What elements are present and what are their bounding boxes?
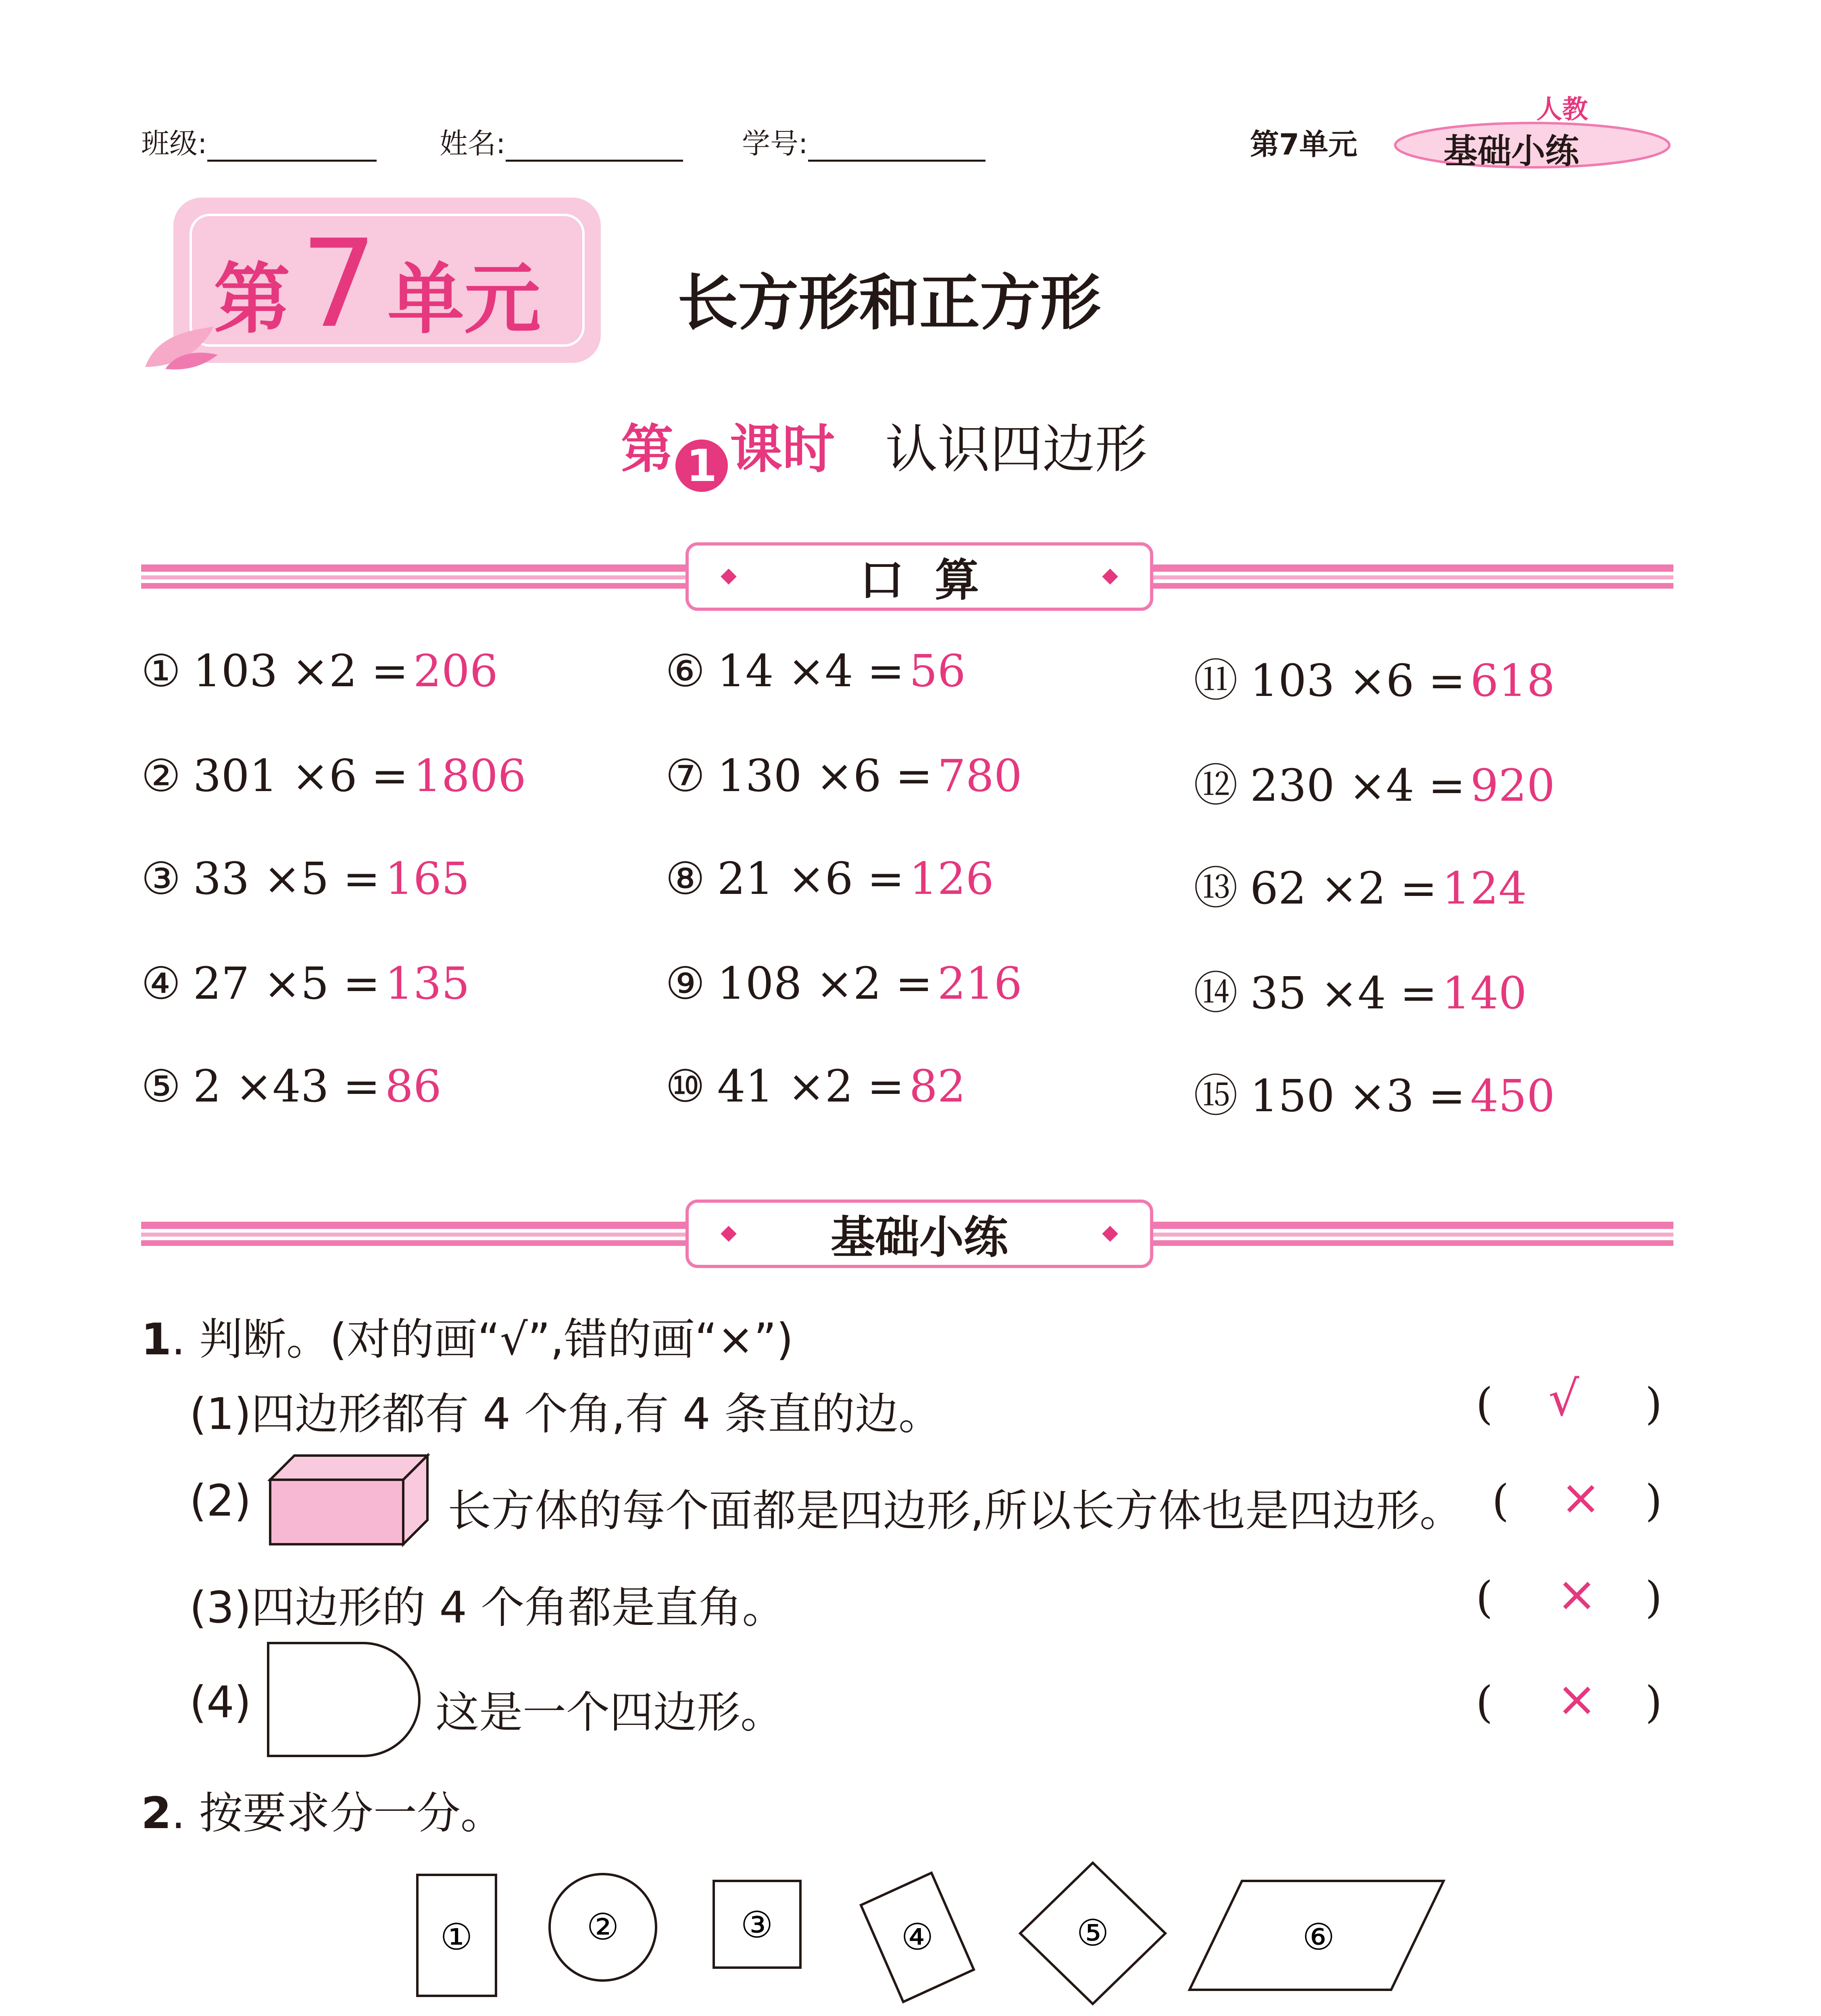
q2-number: 2 xyxy=(141,1788,172,1839)
leaf-icon xyxy=(141,319,222,375)
student-id-label: 学号: xyxy=(742,127,808,160)
diamond-icon xyxy=(721,1226,737,1242)
oral-item xyxy=(665,1060,966,1112)
oral-item-expression: 2 ×43 = xyxy=(193,1060,380,1112)
oral-item xyxy=(141,853,470,904)
name-field[interactable] xyxy=(440,121,683,162)
unit-reference: 第7单元 xyxy=(1250,127,1358,161)
unit-heading xyxy=(214,214,541,354)
answer-paren-close: ) xyxy=(1645,1379,1663,1429)
oral-item-answer[interactable]: 450 xyxy=(1470,1070,1555,1122)
oral-item-answer[interactable]: 140 xyxy=(1442,967,1527,1019)
oral-item-expression: 33 ×5 = xyxy=(193,853,380,904)
oral-item-expression: 62 ×2 = xyxy=(1250,862,1438,914)
half-round-shape xyxy=(266,1641,427,1758)
oral-item-number: ⑭ xyxy=(1194,967,1238,1019)
section-tag-oral xyxy=(685,542,1153,611)
answer-paren-open: ( xyxy=(1476,1677,1493,1728)
oral-item-expression: 103 ×2 = xyxy=(193,645,408,697)
q1-answer-2[interactable]: × xyxy=(1561,1470,1601,1526)
oral-item xyxy=(665,958,1022,1009)
section-tag-basic xyxy=(685,1200,1153,1268)
oral-item-expression: 108 ×2 = xyxy=(717,958,933,1009)
q1-item-2-label: (2) xyxy=(190,1476,251,1526)
shape-label-2: ② xyxy=(586,1906,619,1948)
oral-item-answer[interactable]: 618 xyxy=(1470,655,1555,706)
diamond-icon xyxy=(721,569,737,585)
shapes-figure xyxy=(0,1855,1821,2016)
oral-item-number: ② xyxy=(141,750,181,802)
answer-paren-open: ( xyxy=(1476,1379,1493,1429)
section-title-oral: 口 算 xyxy=(859,554,979,606)
oral-item-answer[interactable]: 126 xyxy=(909,853,994,904)
shape-label-3: ③ xyxy=(740,1904,773,1946)
q1-item-4-text: 这是一个四边形。 xyxy=(435,1687,784,1738)
badge-publisher: 人教 xyxy=(1536,95,1588,125)
unit-suffix: 单元 xyxy=(388,255,541,344)
oral-item xyxy=(1194,853,1527,916)
cuboid-icon xyxy=(266,1452,435,1548)
oral-item-answer[interactable]: 135 xyxy=(385,958,470,1009)
q1-stem-text: . 判断。(对的画“√”,错的画“×”) xyxy=(171,1314,794,1365)
unit-number: 7 xyxy=(300,214,377,354)
answer-paren-close: ) xyxy=(1645,1572,1663,1623)
q1-answer-1[interactable]: √ xyxy=(1548,1371,1579,1427)
answer-paren-close: ) xyxy=(1645,1677,1663,1728)
oral-item-answer[interactable]: 780 xyxy=(937,750,1022,802)
shape-label-1: ① xyxy=(440,1916,473,1958)
lesson-title: 认识四边形 xyxy=(885,419,1148,480)
oral-item xyxy=(1194,750,1555,814)
q2-stem xyxy=(141,1778,504,1841)
diamond-icon xyxy=(1102,569,1118,585)
unit-banner xyxy=(173,198,601,363)
oral-item-answer[interactable]: 1806 xyxy=(413,750,526,802)
oral-item-number: ④ xyxy=(141,958,181,1009)
oral-item-expression: 150 ×3 = xyxy=(1250,1070,1466,1122)
unit-prefix: 第 xyxy=(214,255,291,344)
oral-item xyxy=(1194,1060,1555,1124)
answer-paren-open: ( xyxy=(1476,1572,1493,1623)
oral-item-number: ⑮ xyxy=(1194,1070,1238,1122)
oral-item xyxy=(141,1060,442,1112)
oral-item-answer[interactable]: 216 xyxy=(937,958,1022,1009)
q1-stem xyxy=(141,1304,794,1367)
oral-item-number: ⑨ xyxy=(665,958,705,1009)
student-id-field[interactable] xyxy=(742,121,986,162)
answer-paren-close: ) xyxy=(1645,1476,1663,1526)
q1-number: 1 xyxy=(141,1314,172,1365)
oral-item-answer[interactable]: 56 xyxy=(909,645,966,697)
class-field[interactable] xyxy=(141,121,377,162)
oral-item xyxy=(665,853,994,904)
shape-label-6: ⑥ xyxy=(1302,1916,1335,1958)
unit-title: 长方形和正方形 xyxy=(677,268,1101,338)
oral-item-expression: 103 ×6 = xyxy=(1250,655,1466,706)
lesson-heading xyxy=(621,407,1147,492)
lesson-number: 1 xyxy=(686,439,717,492)
shape-label-5: ⑤ xyxy=(1076,1912,1109,1954)
q1-answer-3[interactable]: × xyxy=(1556,1566,1597,1622)
section-title-basic: 基础小练 xyxy=(831,1212,1008,1263)
oral-item-number: ⑬ xyxy=(1194,862,1238,914)
oral-item-answer[interactable]: 86 xyxy=(385,1060,442,1112)
class-label: 班级: xyxy=(141,127,207,160)
oral-item-number: ③ xyxy=(141,853,181,904)
oral-item-expression: 35 ×4 = xyxy=(1250,967,1438,1019)
oral-item-number: ⑦ xyxy=(665,750,705,802)
oral-item-number: ① xyxy=(141,645,181,697)
lesson-suffix: 课时 xyxy=(730,419,835,480)
answer-paren-open: ( xyxy=(1492,1476,1509,1526)
oral-item-expression: 27 ×5 = xyxy=(193,958,380,1009)
oral-item xyxy=(1194,645,1555,709)
oral-item-number: ⑪ xyxy=(1194,655,1238,706)
name-label: 姓名: xyxy=(440,127,506,160)
q1-item-1: (1)四边形都有 4 个角,有 4 条直的边。 xyxy=(190,1389,942,1439)
oral-item-number: ⑫ xyxy=(1194,760,1238,811)
oral-item xyxy=(665,750,1022,802)
q2-stem-text: . 按要求分一分。 xyxy=(171,1788,504,1839)
shape-label-4: ④ xyxy=(901,1916,934,1958)
q1-item-3: (3)四边形的 4 个角都是直角。 xyxy=(190,1583,786,1633)
q1-answer-4[interactable]: × xyxy=(1556,1671,1597,1727)
oral-item-number: ⑥ xyxy=(665,645,705,697)
oral-item-expression: 230 ×4 = xyxy=(1250,760,1466,811)
oral-item-answer[interactable]: 82 xyxy=(909,1060,966,1112)
oral-item-expression: 14 ×4 = xyxy=(717,645,904,697)
oral-item-number: ⑧ xyxy=(665,853,705,904)
diamond-icon xyxy=(1102,1226,1118,1242)
lesson-number-badge xyxy=(675,439,728,492)
oral-item-number: ⑤ xyxy=(141,1060,181,1112)
oral-item xyxy=(141,750,526,802)
q1-item-4-label: (4) xyxy=(190,1677,251,1728)
oral-item-answer[interactable]: 920 xyxy=(1470,760,1555,811)
oral-item-number: ⑩ xyxy=(665,1060,705,1112)
oral-item-expression: 41 ×2 = xyxy=(717,1060,904,1112)
oral-item xyxy=(665,645,966,697)
oral-item-answer[interactable]: 124 xyxy=(1442,862,1527,914)
oral-item xyxy=(141,958,470,1009)
badge-title: 基础小练 xyxy=(1444,131,1579,171)
oral-item xyxy=(141,645,498,697)
oral-item xyxy=(1194,958,1527,1021)
q1-item-2-text: 长方体的每个面都是四边形,所以长方体也是四边形。 xyxy=(448,1486,1463,1536)
oral-item-answer[interactable]: 206 xyxy=(413,645,498,697)
oral-item-expression: 130 ×6 = xyxy=(717,750,933,802)
series-badge xyxy=(1387,89,1677,177)
oral-item-answer[interactable]: 165 xyxy=(385,853,470,904)
oral-item-expression: 301 ×6 = xyxy=(193,750,408,802)
oral-item-expression: 21 ×6 = xyxy=(717,853,904,904)
lesson-prefix: 第 xyxy=(621,419,674,480)
